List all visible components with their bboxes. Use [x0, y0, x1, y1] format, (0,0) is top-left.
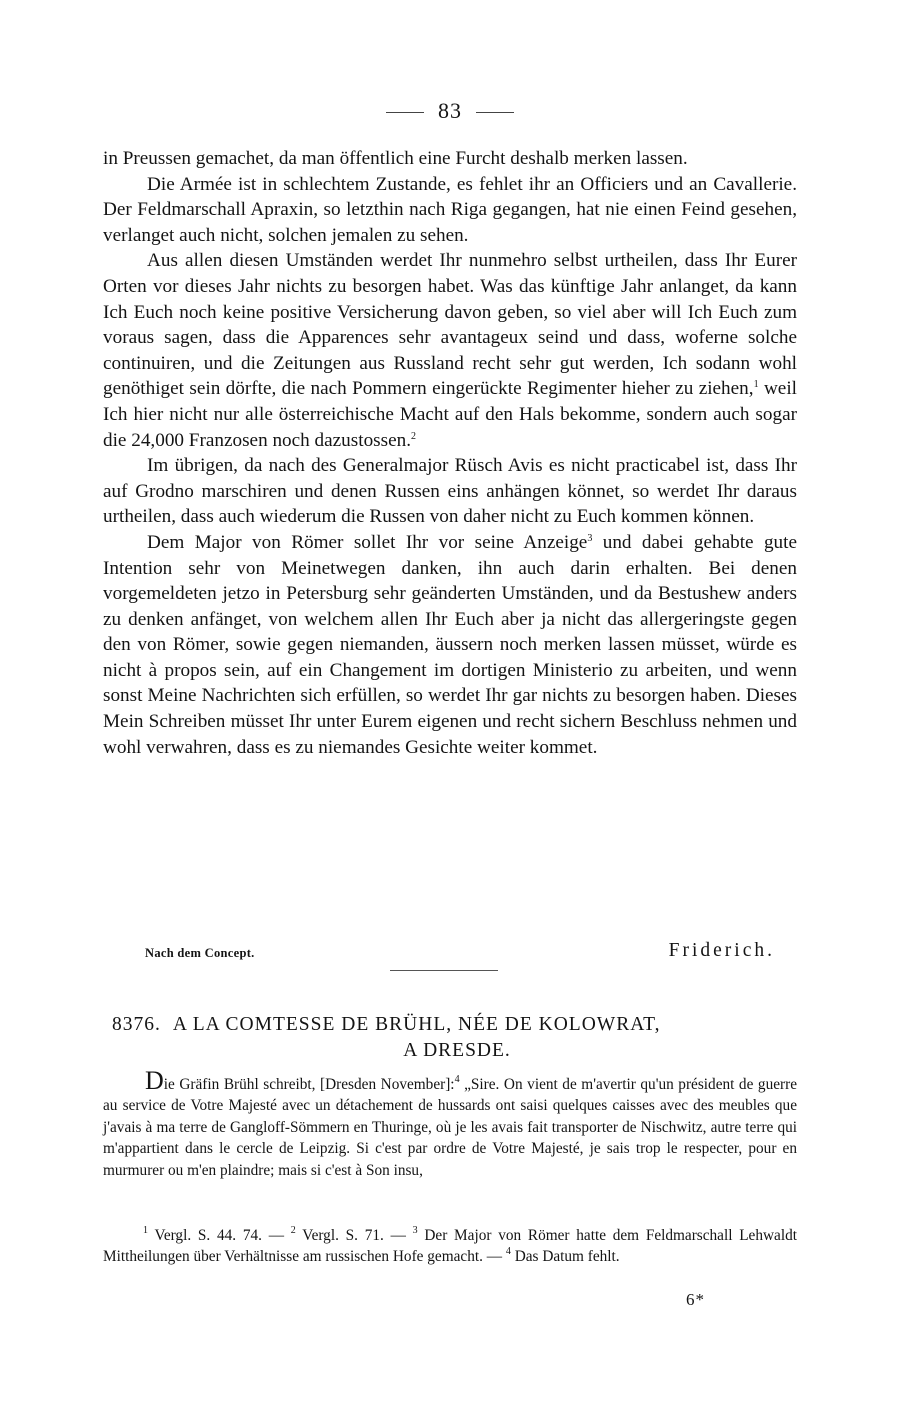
- paragraph-4: Im übrigen, da nach des Generalmajor Rüsch Avis es nicht practicabel ist, dass Ihr auf Grodno marschiren und denen Russen eins anhängen könnet, so werdet Ihr daraus urtheilen, dass auch wiederum die Russen von daher nicht zu Euch kommen können.: [103, 455, 797, 528]
- footnote-ref-1: 1: [753, 379, 759, 391]
- footnote-2: Vergl. S. 71. —: [295, 1227, 413, 1244]
- footnote-4: Das Datum fehlt.: [510, 1247, 620, 1265]
- letter-body: [103, 146, 797, 760]
- footnote-mark-4: 4: [505, 1245, 511, 1257]
- closing-row: [103, 940, 775, 968]
- page-number-header: [0, 98, 900, 124]
- footnote-mark-3: 3: [412, 1225, 418, 1236]
- heading-line-2: A DRESDE.: [403, 1040, 511, 1061]
- signature: Friderich.: [668, 940, 775, 961]
- letter-number: 8376.: [112, 1014, 161, 1035]
- footnote-mark-2: 2: [290, 1225, 296, 1236]
- paragraph-2: Die Armée ist in schlechtem Zustande, es fehlet ihr an Officiers und an Cavallerie. Der Feldmarschall Apraxin, so letzthin nach Riga gegangen, hat nie einen Feind gesehen, verlanget auch nicht, solchen jemalen zu sehen.: [103, 173, 797, 246]
- intro-initial: D: [145, 1066, 164, 1095]
- footnote-1: Vergl. S. 44. 74. —: [148, 1227, 291, 1244]
- heading-line-1: A LA COMTESSE DE BRÜHL, NÉE DE KOLOWRAT,: [172, 1014, 661, 1035]
- paragraph-3-text-a: Aus allen diesen Umständen werdet Ihr nunmehro selbst urtheilen, dass Ihr Eurer Orten vor dieses Jahr nichts zu besorgen habet. Was das künftige Jahr anlanget, da kann Ich Euch noch keine positive Versicherung davon geben, so viel aber will Ich Euch zum voraus sagen, dass die Apparences sehr avantageux seind und dass, woferne solche continuiren, und die Zeitungen aus Russland recht sehr gut werden, Ich sodann wohl genöthiget sein dörfte, die nach Pommern eingerückte Regimenter hieher zu ziehen,: [103, 250, 797, 400]
- paragraph-3-text-b: weil Ich hier nicht nur alle österreichische Macht auf den Hals bekomme, sondern auch sogar die 24,000 Franzosen noch dazustossen.: [103, 378, 797, 451]
- footnote-3: Der Major von Römer hatte dem Feldmarschall Lehwaldt Mittheilungen über Verhältnisse am russischen Hofe gemacht. —: [103, 1227, 797, 1265]
- letter-intro: [103, 1066, 797, 1181]
- intro-text-b: „Sire. On vient de m'avertir qu'un président de guerre au service de Votre Majesté avec un détachement de hussards ont saisi quelques caisses avec des meubles que j'avais à ma terre de Gangloff-Sömmern en Thuringe, où je les avais fait transporter de Nischwitz, autre terre qui m'appartient dans le cercle de Leipzig. Si c'est par ordre de Votre Majesté, je sais trop le respecter, pour en murmurer ou m'en plaindre; mais si c'est à Son insu,: [103, 1076, 797, 1179]
- footnote-ref-3: 3: [587, 532, 593, 544]
- paragraph-5-text-a: Dem Major von Römer sollet Ihr vor seine Anzeige: [147, 531, 588, 553]
- footnote-ref-2: 2: [411, 430, 417, 442]
- header-dash-left: [386, 112, 424, 113]
- intro-text-a: ie Gräfin Brühl schreibt, [Dresden November]:: [163, 1076, 455, 1093]
- footnote-paragraph: [103, 1226, 797, 1267]
- footnote-ref-4: 4: [454, 1074, 460, 1085]
- paragraph-3: [103, 248, 797, 453]
- paragraph-5: [103, 530, 797, 760]
- source-note: Nach dem Concept.: [145, 946, 255, 960]
- page-number: 83: [438, 98, 462, 123]
- paragraph-5-text-b: und dabei gehabte gute Intention sehr von Meinetwegen danken, ihn auch darin erhalten. Bei denen vorgemeldeten jetzo in Petersburg sehr geänderten Umständen, und da Bestushew anders zu denken anfänget, von welchem allen Ihr Euch aber ja nicht das allergeringste gegen den von Römer, sowie gegen niemanden, äussern noch merken lassen müsset, würde es nicht à propos sein, auf ein Changement im dortigen Ministerio zu arbeiten, und wenn sonst Meine Nachrichten sich erfüllen, so werdet Ihr gar nichts zu besorgen haben. Dieses Mein Schreiben müsset Ihr unter Eurem eigenen und recht sichern Beschluss nehmen und wohl verwahren, dass es zu niemandes Gesichte weiter kommet.: [103, 531, 797, 758]
- letter-heading: [112, 1012, 802, 1064]
- signature-mark: 6*: [686, 1290, 705, 1309]
- footnotes: [103, 1226, 797, 1267]
- section-divider: [390, 970, 498, 971]
- header-dash-right: [476, 112, 514, 113]
- footnote-mark-1: 1: [143, 1225, 148, 1236]
- paragraph-1: in Preussen gemachet, da man öffentlich eine Furcht deshalb merken lassen.: [103, 148, 688, 169]
- intro-paragraph: [103, 1066, 797, 1181]
